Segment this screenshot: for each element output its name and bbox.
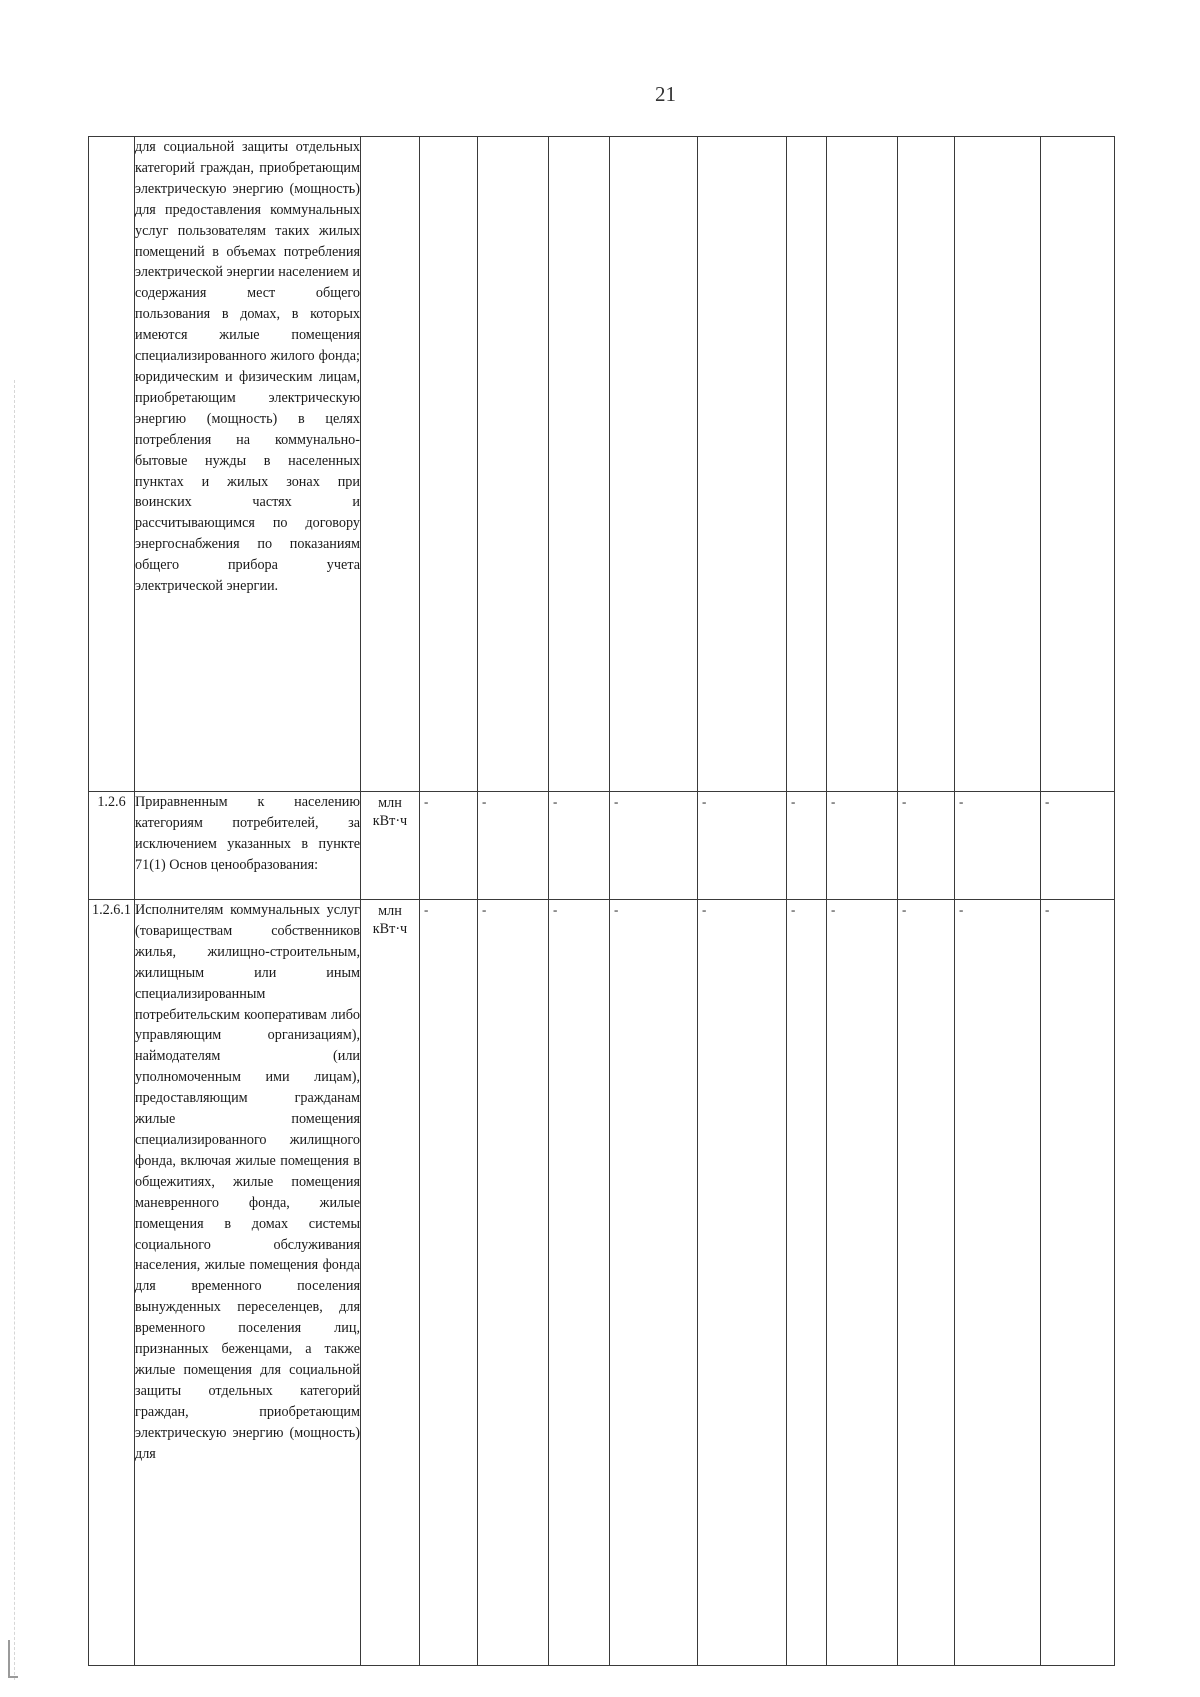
scan-corner-mark: [8, 1640, 18, 1678]
value-cell: -: [610, 900, 698, 1666]
value-cell: -: [610, 792, 698, 900]
value-cell: -: [478, 900, 549, 1666]
value-cell: [955, 137, 1041, 792]
row-description: для социальной защиты отдельных категорий граждан, приобретающим электрическую энергию (мощность) для предоставления коммунальных услуг пользователям таких жилых помещений в объемах потребления электрической энергии населением и содержания мест общего пользования в домах, в которых имеются жилые помещения специализированного жилого фонда; юридическим и физическим лицам, приобретающим электрическую энергию (мощность) в целях потребления на коммунально-бытовые нужды в населенных пунктах и жилых зонах при воинских частях и рассчитывающимся по договору энергоснабжения по показаниям общего прибора учета электрической энергии.: [135, 137, 361, 792]
value-cell: -: [420, 900, 478, 1666]
value-cell: -: [698, 792, 787, 900]
row-number: [89, 137, 135, 792]
value-cell: [420, 137, 478, 792]
scan-margin-mark: [14, 380, 17, 1680]
page-number: 21: [655, 82, 676, 106]
value-cell: [549, 137, 610, 792]
table-row: [89, 792, 1115, 900]
table-row: [89, 900, 1115, 1666]
value-cell: -: [1041, 900, 1115, 1666]
row-number: 1.2.6.1: [89, 900, 135, 1666]
value-cell: -: [549, 900, 610, 1666]
value-cell: -: [827, 792, 898, 900]
value-cell: [787, 137, 827, 792]
value-cell: -: [898, 792, 955, 900]
value-cell: -: [955, 792, 1041, 900]
value-cell: [898, 137, 955, 792]
value-cell: -: [787, 792, 827, 900]
row-description: Исполнителям коммунальных услуг (товариществам собственников жилья, жилищно-строительным, жилищным или иным специализированным потребительским кооперативам либо управляющим организациям), наймодателям (или уполномоченным ими лицам), предоставляющим гражданам жилые помещения специализированного жилищного фонда, включая жилые помещения в общежитиях, жилые помещения маневренного фонда, жилые помещения в домах системы социального обслуживания населения, жилые помещения фонда для временного поселения вынужденных переселенцев, для временного поселения лиц, признанных беженцами, а также жилые помещения для социальной защиты отдельных категорий граждан, приобретающим электрическую энергию (мощность) для: [135, 900, 361, 1666]
row-unit: млн кВт·ч: [361, 792, 420, 900]
value-cell: -: [827, 900, 898, 1666]
row-unit: млн кВт·ч: [361, 900, 420, 1666]
value-cell: -: [420, 792, 478, 900]
value-cell: -: [478, 792, 549, 900]
row-number: 1.2.6: [89, 792, 135, 900]
row-unit: [361, 137, 420, 792]
table-row: [89, 137, 1115, 792]
row-description: Приравненным к населению категориям потребителей, за исключением указанных в пункте 71(1) Основ ценообразования:: [135, 792, 361, 900]
value-cell: [1041, 137, 1115, 792]
value-cell: -: [955, 900, 1041, 1666]
value-cell: -: [787, 900, 827, 1666]
value-cell: [698, 137, 787, 792]
value-cell: [478, 137, 549, 792]
tariff-table: [88, 136, 1115, 1666]
value-cell: [610, 137, 698, 792]
value-cell: -: [1041, 792, 1115, 900]
value-cell: -: [549, 792, 610, 900]
value-cell: [827, 137, 898, 792]
value-cell: -: [898, 900, 955, 1666]
value-cell: -: [698, 900, 787, 1666]
